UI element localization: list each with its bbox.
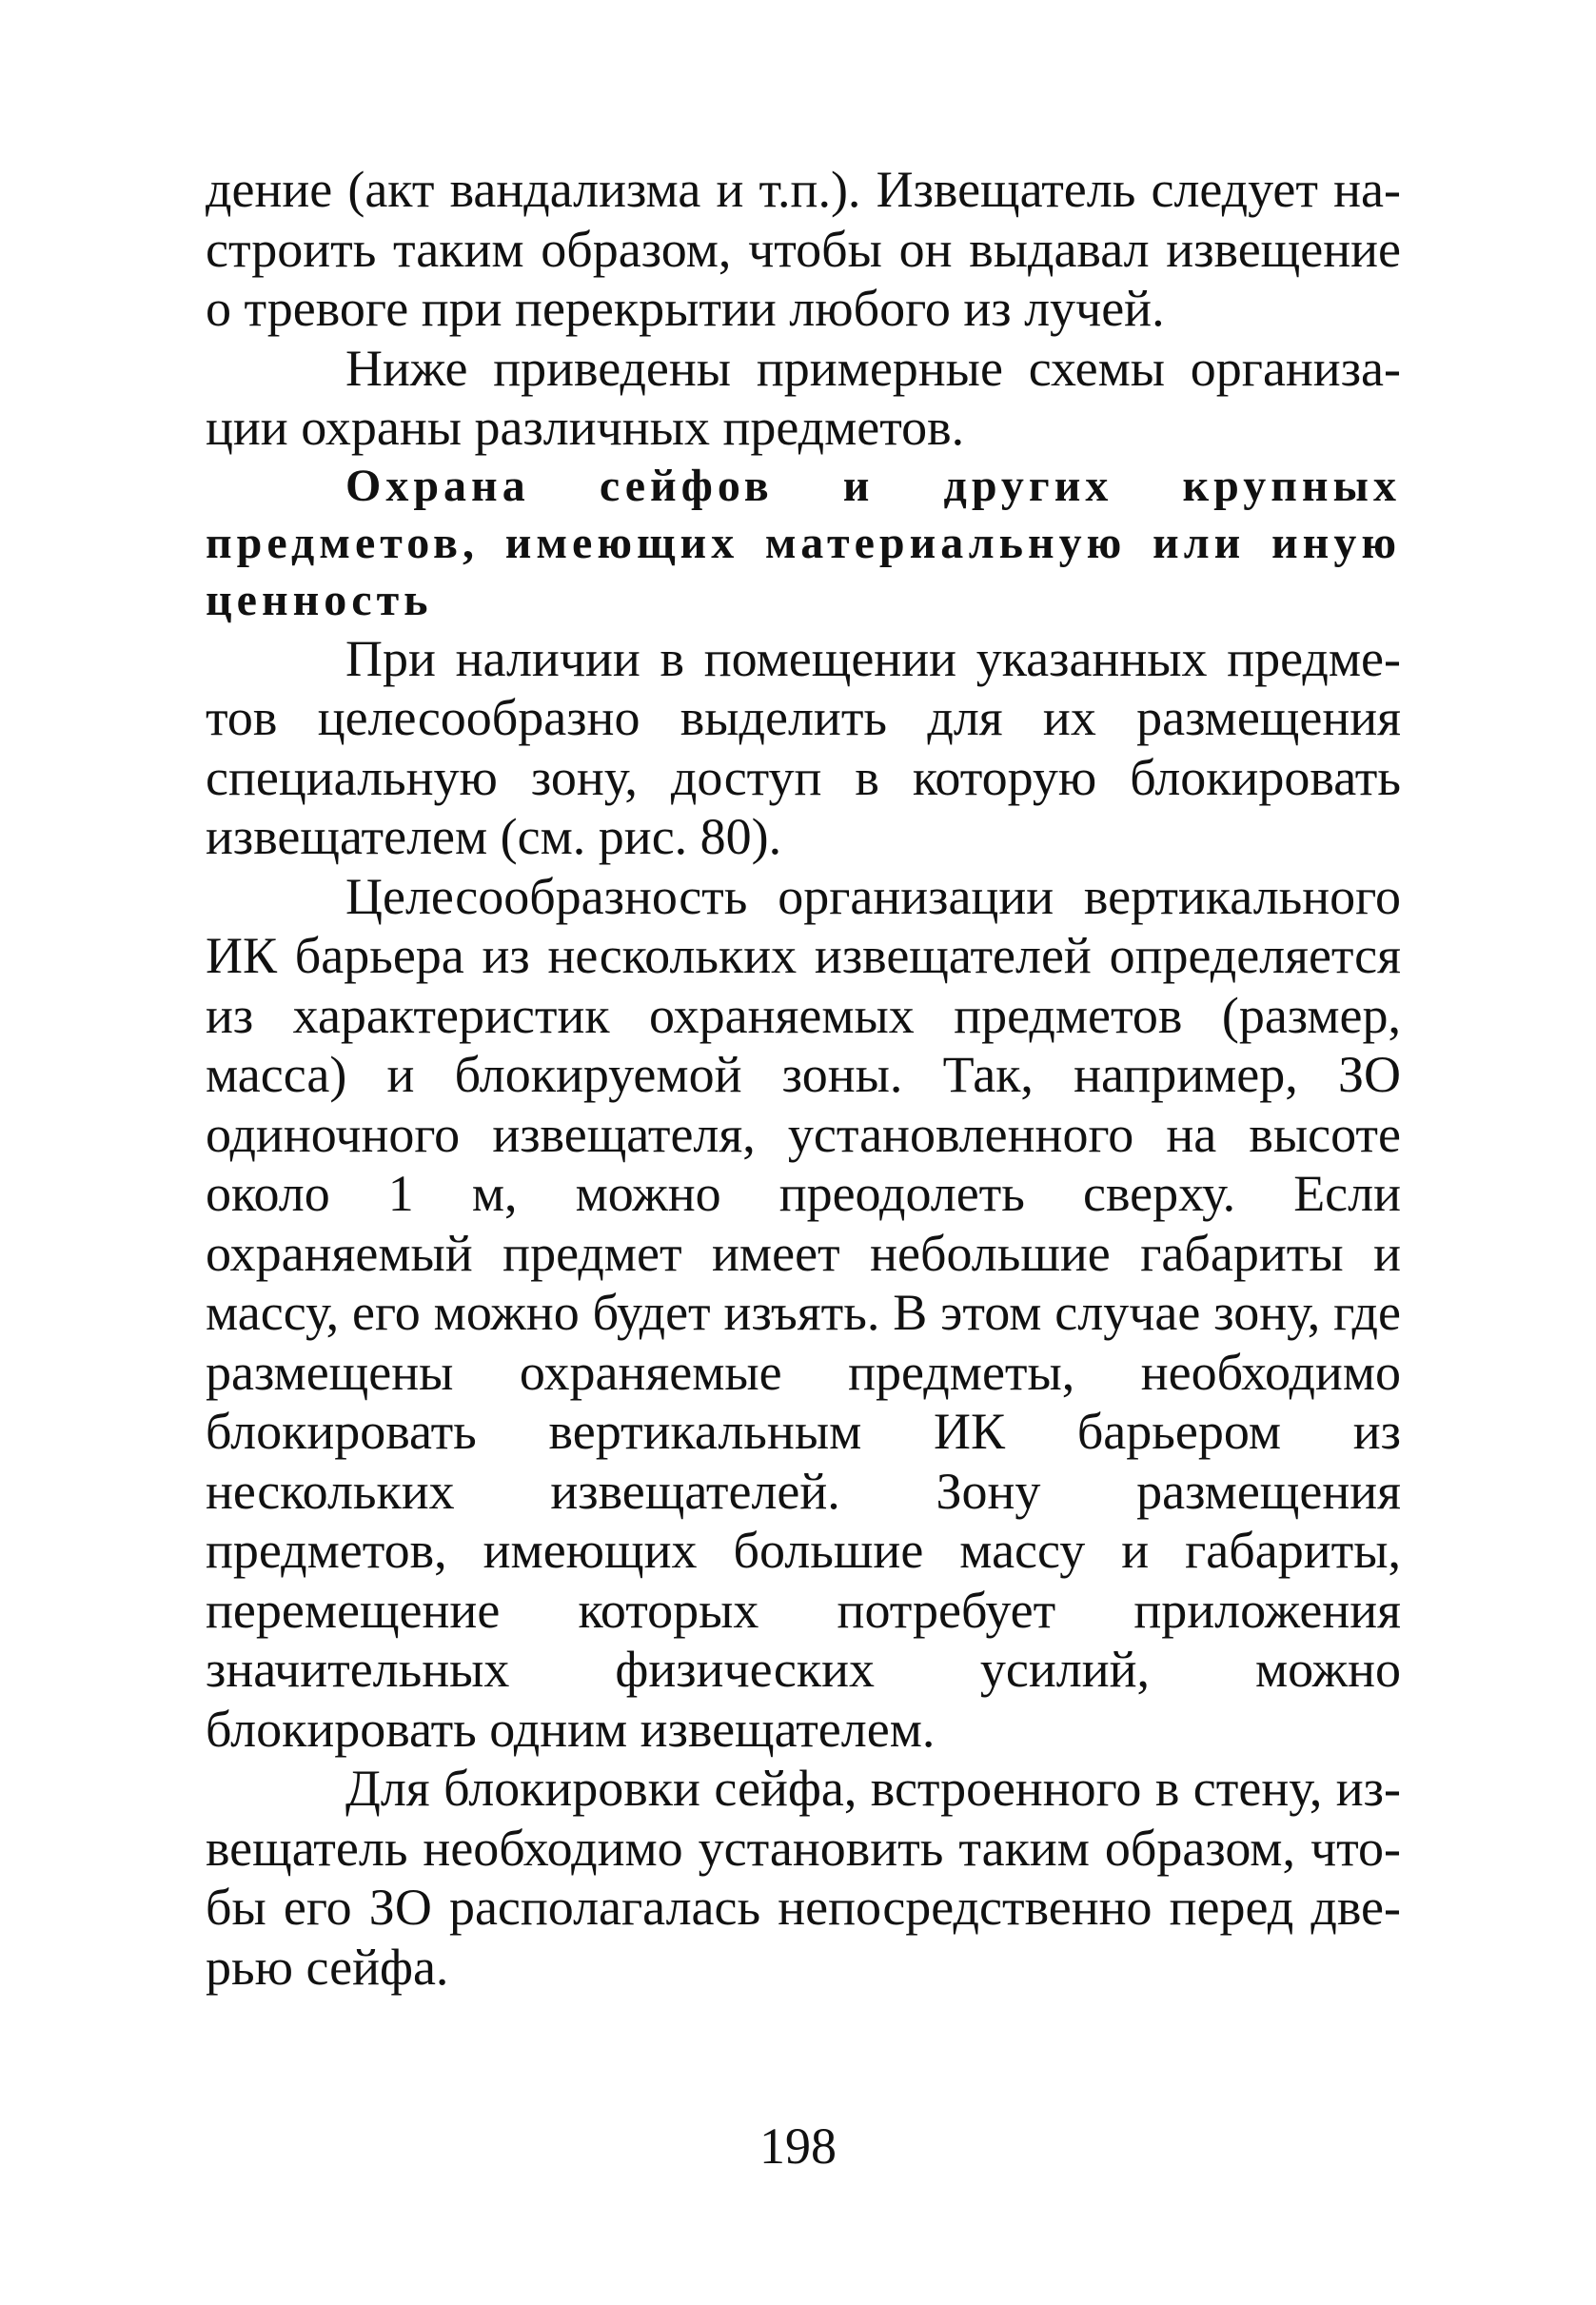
page-number: 198: [759, 2118, 837, 2175]
paragraph-intro: Ниже приведены примерные схемы организации охраны различных предметов.: [206, 339, 1401, 456]
paragraph-vertical-barrier: Целесообразность организации вертикального ИК барьера из нескольких извещателей определяется из характеристик охраняемых предметов (размер, масса) и блокируемой зоны. Так, например, ЗО одиночного извещателя, установленного на высоте около 1 м, можно преодолеть сверху. Если охраняемый предмет имеет небольшие габариты и массу, его можно будет изъять. В этом случае зону, где размещены охраняемые предметы, необходимо блокировать вертикальным ИК барьером из нескольких извещателей. Зону размещения предметов, имеющих большие массу и габариты, перемещение которых потребует приложения значительных физических усилий, можно блокировать одним извещателем.: [206, 867, 1401, 1758]
paragraph-continuation: дение (акт вандализма и т.п.). Извещатель следует настроить таким образом, чтобы он выдавал извещение о тревоге при перекрытии любого из лучей.: [206, 161, 1401, 337]
section-heading: Охрана сейфов и других крупных предметов, имеющих материальную или иную ценность: [206, 460, 1401, 625]
text-block: [206, 160, 1401, 1997]
paragraph-safe-blocking: Для блокировки сейфа, встроенного в стену, извещатель необходимо установить таким образом, чтобы его ЗО располагалась непосредственно перед дверью сейфа.: [206, 1760, 1401, 1996]
paragraph-special-zone: При наличии в помещении указанных предметов целесообразно выделить для их размещения специальную зону, доступ в которую блокировать извещателем (см. рис. 80).: [206, 629, 1401, 865]
